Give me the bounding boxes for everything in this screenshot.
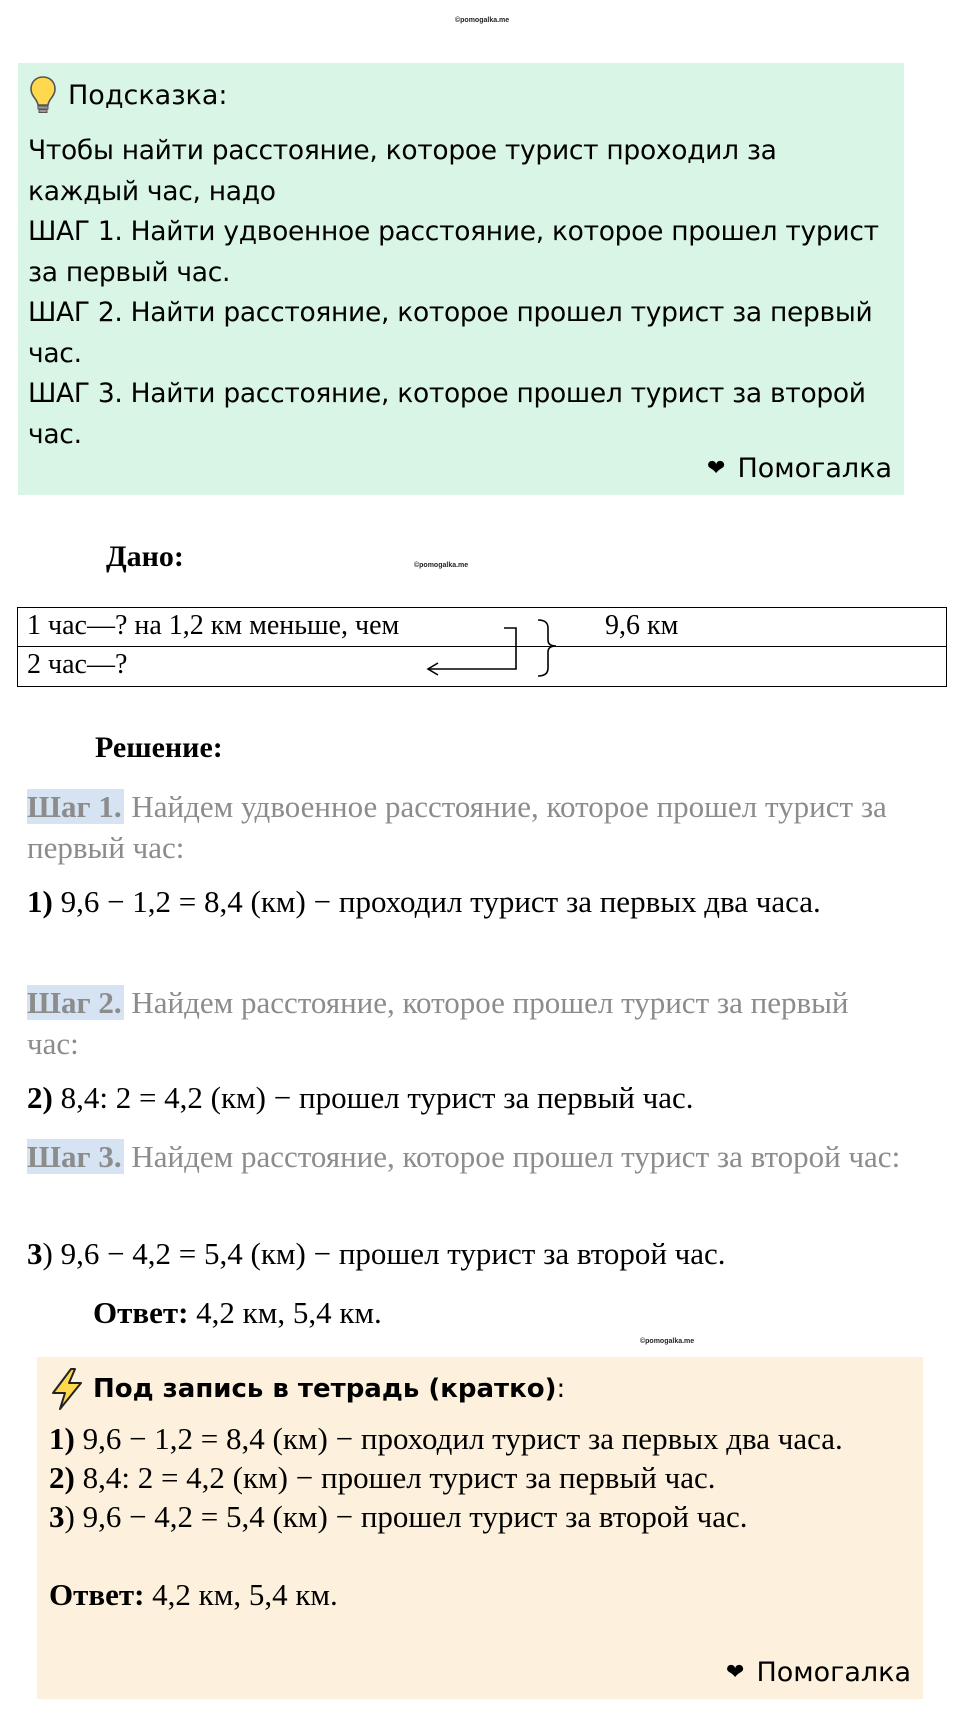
solution-step-3 [27,1136,907,1177]
equation-text: 8,4: 2 = 4,2 (км) − прошел турист за первый час. [52,1080,694,1115]
hint-step-1 [28,212,892,293]
hint-step-text: Найти расстояние, которое прошел турист за второй час. [28,378,866,450]
line-text: 8,4: 2 = 4,2 (км) − прошел турист за первый час. [74,1460,716,1495]
line-number: 3 [49,1499,65,1534]
heart-icon: ❤ [707,456,726,481]
hint-intro: Чтобы найти расстояние, которое турист проходил за каждый час, надо [28,135,777,207]
step-label: Шаг 1. [27,789,122,824]
given-table [17,607,947,687]
watermark: ©pomogalka.me [414,562,469,569]
equation-2 [27,1077,907,1118]
solution-step-1 [27,786,907,868]
notebook-title [93,1374,565,1404]
equation-text: 9,6 − 1,2 = 8,4 (км) − проходил турист за первых два часа. [52,884,821,919]
notebook-line-1 [49,1419,909,1458]
equation-text: ) 9,6 − 4,2 = 5,4 (км) − прошел турист за второй час. [42,1236,726,1271]
answer-label: Ответ: [49,1577,145,1612]
hint-step-2 [28,293,892,374]
given-arrows [18,608,948,688]
hint-step-text: Найти расстояние, которое прошел турист за первый час. [28,297,873,369]
step-text: Найдем расстояние, которое прошел турист за первый час: [27,985,849,1061]
answer-text: 4,2 км, 5,4 км. [188,1295,382,1330]
notebook-title-text: Под запись в тетрадь (кратко) [93,1374,557,1404]
answer-label: Ответ: [93,1295,189,1330]
answer-text: 4,2 км, 5,4 км. [144,1577,338,1612]
equation-3 [27,1233,907,1274]
equation-number: 3 [27,1236,43,1271]
step-label: Шаг 2. [27,985,122,1020]
solution-step-2 [27,982,907,1064]
hint-step-label: ШАГ 2. [28,297,123,328]
line-text: ) 9,6 − 4,2 = 5,4 (км) − прошел турист за второй час. [64,1499,748,1534]
notebook-title-colon: : [556,1374,566,1404]
notebook-line-3 [49,1497,909,1536]
notebook-lines [49,1419,909,1614]
hint-step-3 [28,374,892,455]
signature-text: Помогалка [737,453,892,484]
signature-text: Помогалка [756,1657,911,1688]
lightbulb-icon [28,75,58,115]
solution-answer [93,1292,960,1333]
given-total: 9,6 км [605,610,679,641]
equation-number: 1) [27,884,53,919]
given-row-2: 2 час—? [27,649,128,680]
given-heading: Дано: [106,540,184,573]
hint-step-label: ШАГ 1. [28,216,123,247]
step-label: Шаг 3. [27,1139,122,1174]
equation-1 [27,881,907,922]
line-text: 9,6 − 1,2 = 8,4 (км) − проходил турист за первых два часа. [74,1421,843,1456]
given-row-1: 1 час—? на 1,2 км меньше, чем [27,610,400,641]
step-text: Найдем удвоенное расстояние, которое прошел турист за первый час: [27,789,887,865]
watermark: ©pomogalka.me [455,17,510,24]
notebook-box [37,1357,923,1699]
hint-box [18,63,904,495]
notebook-answer [49,1575,909,1614]
line-number: 2) [49,1460,75,1495]
hint-title: Подсказка: [68,79,228,111]
hint-body [28,131,892,455]
notebook-line-2 [49,1458,909,1497]
hint-signature [707,453,892,484]
equation-number: 2) [27,1080,53,1115]
lightning-icon [49,1367,85,1411]
hint-step-label: ШАГ 3. [28,378,123,409]
hint-step-text: Найти удвоенное расстояние, которое прошел турист за первый час. [28,216,879,288]
notebook-signature [726,1657,911,1688]
watermark: ©pomogalka.me [640,1338,695,1345]
heart-icon: ❤ [726,1660,745,1685]
line-number: 1) [49,1421,75,1456]
solution-heading: Решение: [95,731,223,764]
step-text: Найдем расстояние, которое прошел турист за второй час: [123,1139,901,1174]
